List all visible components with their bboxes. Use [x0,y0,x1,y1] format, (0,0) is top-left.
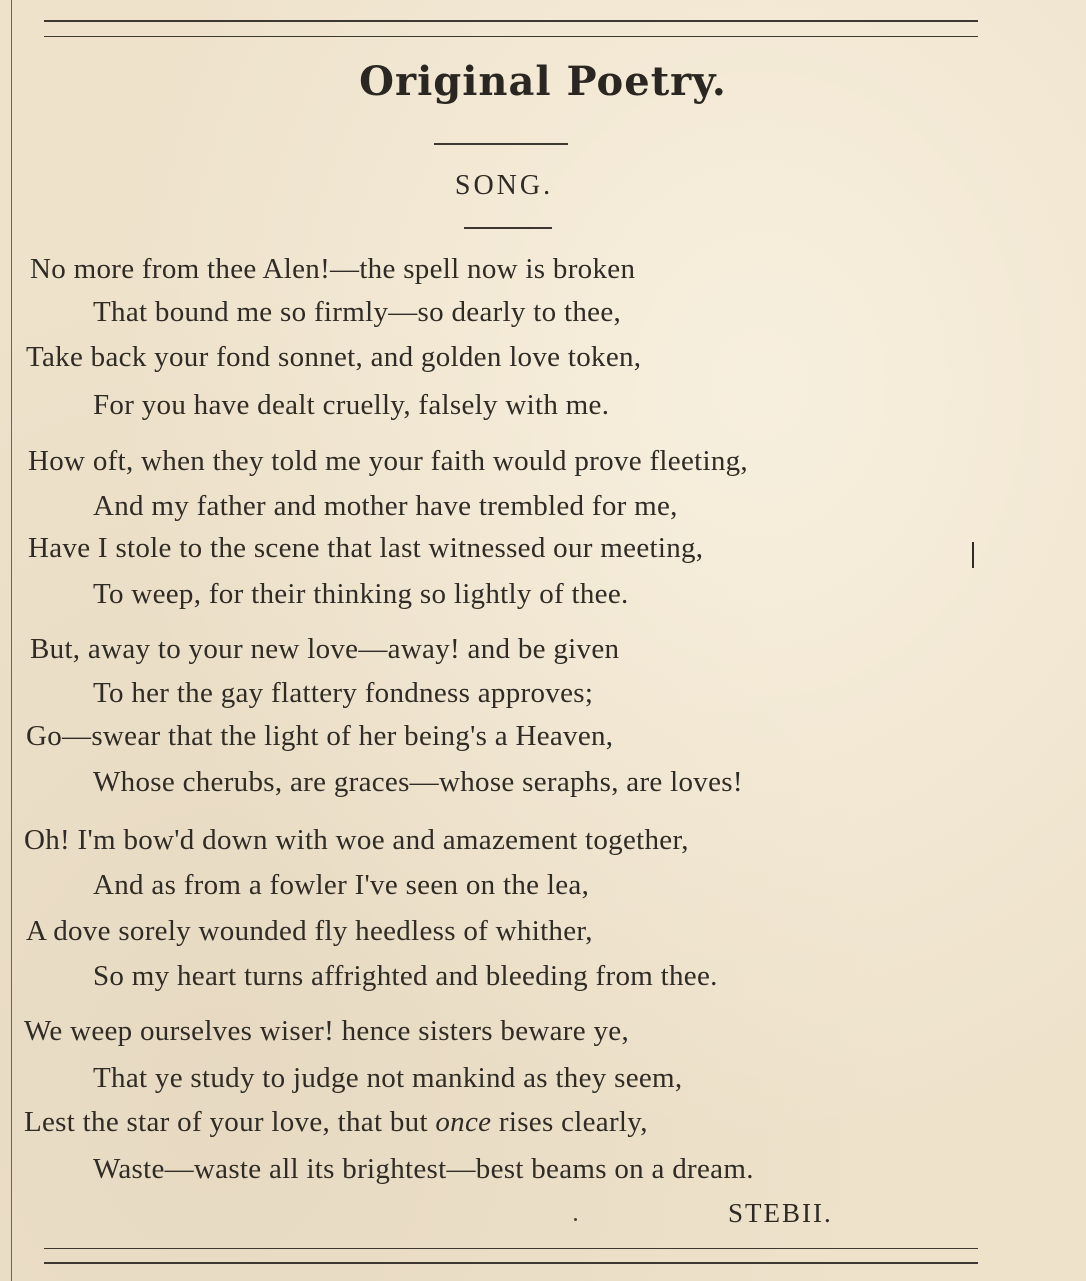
poem-line: Take back your fond sonnet, and golden love token, [26,341,642,373]
poem-line: We weep ourselves wiser! hence sisters beware ye, [24,1015,630,1047]
poem-line: A dove sorely wounded fly heedless of whither, [26,915,593,947]
top-rule [44,20,978,22]
poem-line: That bound me so firmly—so dearly to thee, [93,296,622,328]
poem-line: Go—swear that the light of her being's a Heaven, [26,720,614,752]
poem-line: Have I stole to the scene that last witnessed our meeting, [28,532,704,564]
heading-divider [434,143,568,145]
poem-line: No more from thee Alen!—the spell now is broken [30,253,636,285]
poem-line: And as from a fowler I've seen on the lea, [93,869,590,901]
poem-line: That ye study to judge not mankind as they seem, [93,1062,683,1094]
poem-line: But, away to your new love—away! and be given [30,633,620,665]
poem-line: To weep, for their thinking so lightly of thee. [93,578,629,610]
margin-mark [972,542,974,568]
poem-line: Lest the star of your love, that but once rises clearly, [24,1106,648,1138]
author-signature: STEBII. [728,1198,833,1228]
poem-line: Waste—waste all its brightest—best beams on a dream. [93,1153,754,1185]
ink-speck [574,1218,577,1221]
poem-line: Oh! I'm bow'd down with woe and amazement together, [24,824,689,856]
bottom-rule [44,1248,978,1249]
bottom-rule-thick [44,1262,978,1264]
top-rule-thin [44,36,978,37]
poem-line: So my heart turns affrighted and bleeding from thee. [93,960,718,992]
poem-line: How oft, when they told me your faith would prove fleeting, [28,445,748,477]
poem-line: To her the gay flattery fondness approves; [93,677,594,709]
poem-line: Whose cherubs, are graces—whose seraphs, are loves! [93,766,743,798]
poem-line: And my father and mother have trembled for me, [93,490,678,522]
section-heading: Original Poetry. [359,58,727,105]
poem-title: SONG. [454,170,554,201]
poem-line: For you have dealt cruelly, falsely with me. [93,389,610,421]
title-divider [464,227,552,229]
